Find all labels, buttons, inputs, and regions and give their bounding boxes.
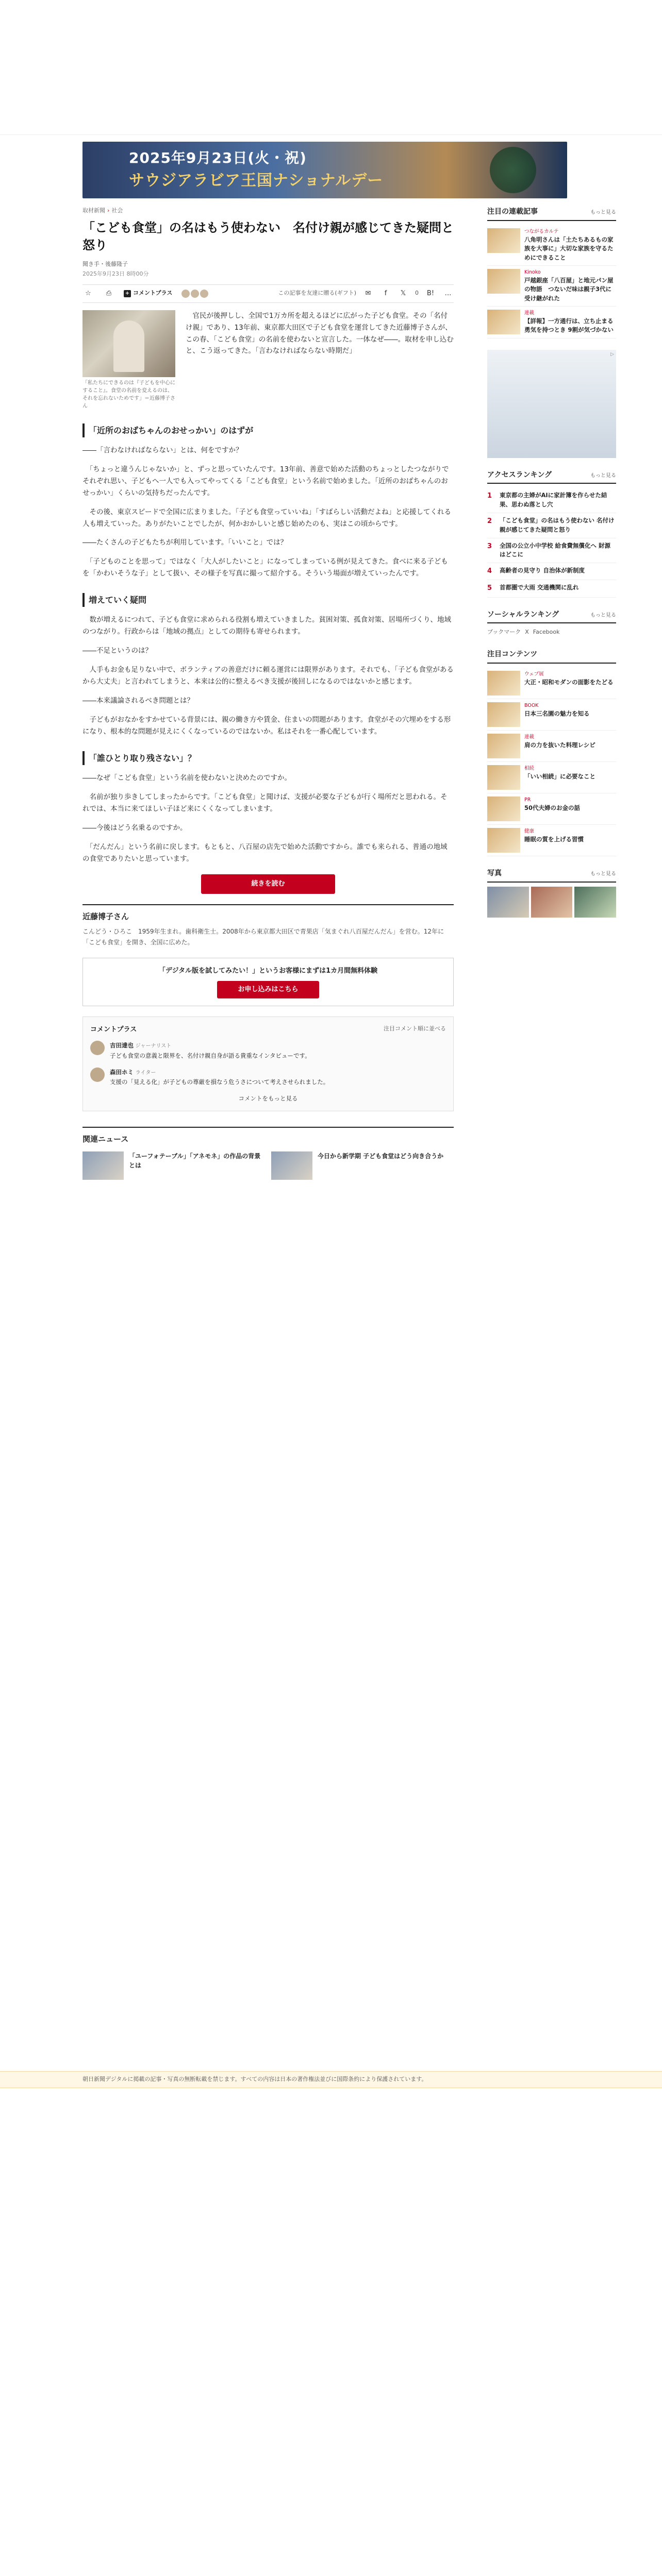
feature-item[interactable]: 連載 肩の力を抜いた料理レシピ: [487, 731, 616, 762]
author-name: 近藤博子さん: [82, 911, 129, 921]
paragraph: 「子どものことを思って」ではなく「大人がしたいこと」になってしまっている例が見えてきた。食べに来る子どもを「かわいそうな子」として扱い、その様子を写真に撮って紹介する。そういう場面が増えていったんです。: [82, 557, 448, 578]
comment-section: [82, 1016, 454, 1111]
paragraph: 「だんだん」という名前に戻します。もともと、八百屋の店先で始めた活動ですから。誰でも来られる、普通の地域の食堂でありたいと思っています。: [82, 842, 448, 863]
feature-thumbnail: [487, 671, 520, 696]
paragraph: ――なぜ「こども食堂」という名前を使わないと決めたのですか。: [82, 774, 291, 783]
author-bio: こんどう・ひろこ 1959年生まれ。歯科衛生士。2008年から東京都大田区で青果店「気まぐれ八百屋だんだん」を営む。12年に「こども食堂」を開き、全国に広めた。: [82, 928, 444, 946]
feature-thumbnail: [487, 765, 520, 790]
hatena-icon[interactable]: B!: [426, 289, 435, 297]
related-thumbnail: [271, 1151, 312, 1180]
ranking-item[interactable]: 1 東京都の主婦がAIに家計簿を作らせた結果、思わぬ落とし穴: [487, 488, 616, 513]
ad-banner[interactable]: [82, 142, 567, 198]
lead-image: [82, 310, 175, 377]
paragraph: ――今後はどう名乗るのですか。: [82, 823, 187, 832]
subscribe-box: [82, 958, 454, 1006]
ranking-item[interactable]: 3 全国の公立小中学校 給食費無償化へ 財源はどこに: [487, 538, 616, 564]
featured-content: [487, 649, 616, 856]
section-heading: 増えていく疑問: [82, 593, 454, 607]
paragraph: ――不足というのは？: [82, 647, 152, 655]
social-title: ソーシャルランキング: [487, 610, 559, 619]
attention-item[interactable]: 連載 【詳報】一方通行は、立ち止まる勇気を持つとき 9割が気づかない: [487, 307, 616, 338]
comment-item: [90, 1041, 446, 1061]
share-row: [82, 284, 454, 303]
ranking-title: アクセスランキング: [487, 470, 552, 479]
ranking-item[interactable]: 5 首都圏で大雨 交通機関に乱れ: [487, 580, 616, 597]
social-tab[interactable]: Facebook: [533, 629, 560, 636]
comment-sort-link[interactable]: 注目コメント順に並べる: [384, 1025, 446, 1032]
author-box: [82, 904, 454, 947]
ad-line2: サウジアラビア王国ナショナルデー: [129, 171, 384, 190]
breadcrumb-item[interactable]: 取材新聞: [82, 207, 105, 214]
paragraph: ――本来議論されるべき問題とは？: [82, 697, 194, 705]
paragraph: ――たくさんの子どもたちが利用しています。「いいこと」では？: [82, 538, 288, 547]
feature-item[interactable]: PR 50代夫婦のお金の話: [487, 793, 616, 825]
paragraph: 数が増えるにつれて、子ども食堂に求められる役割も増えていきました。貧困対策、孤食対策、居場所づくり、地域のつながり。行政からは「地域の拠点」としての期待も寄せられます。: [82, 616, 451, 636]
lead-paragraph: 官民が後押しし、全国で1万カ所を超えるほどに広がった子ども食堂。その「名付け親」であり、13年前、東京都大田区で子ども食堂を運営してきた近藤博子さんが、この春、「こども食堂」の名前を使わないと宣言した。一体なぜ――。取材を申し込むと、こう返ってきた。「言わなければならない時期だ」: [186, 311, 454, 355]
ad-line1: 2025年9月23日(火・祝): [129, 149, 307, 166]
breadcrumb: 取材新聞 › 社会: [82, 207, 123, 214]
access-ranking: [487, 469, 616, 598]
feature-item[interactable]: 健康 睡眠の質を上げる習慣: [487, 825, 616, 856]
features-title: 注目コンテンツ: [487, 650, 538, 658]
paragraph: 名前が独り歩きしてしまったからです。「こども食堂」と聞けば、支援が必要な子どもが行く場所だと思われる。それでは、本当に来てほしい子ほど来にくくなってしまいます。: [82, 793, 448, 814]
read-more-button[interactable]: 続きを読む: [201, 874, 335, 894]
avatar[interactable]: [90, 1067, 105, 1082]
rank-number: 1: [487, 492, 492, 500]
commenter-name[interactable]: 森田ホミ: [110, 1068, 134, 1076]
attention-item[interactable]: つながるカルテ 八角明さんは「土たちあるもの家族を大事に」大切な家族を守るためにできること: [487, 225, 616, 266]
mail-icon[interactable]: ✉: [365, 289, 371, 297]
social-tab[interactable]: ブックマーク: [487, 629, 521, 636]
comment-heading: コメントプラス: [90, 1026, 137, 1034]
rank-number: 5: [487, 584, 492, 592]
x-icon[interactable]: 𝕏: [400, 289, 406, 297]
more-share-icon[interactable]: …: [444, 289, 452, 297]
rank-number: 2: [487, 517, 492, 525]
attention-title: 注目の連載記事: [487, 208, 538, 216]
feature-thumbnail: [487, 734, 520, 758]
paragraph: 子どもがおなかをすかせている背景には、親の働き方や賃金、住まいの問題があります。食堂がその穴埋めをする形になり、根本的な問題が見えにくくなっているのではないか。私はそれを一番心配しています。: [82, 716, 451, 736]
photos-more-link[interactable]: もっと見る: [590, 871, 616, 877]
related-item[interactable]: 「ユーフォテーブル」「アネモネ」の作品の背景とは: [82, 1151, 265, 1180]
ranking-item[interactable]: 2 「こども食堂」の名はもう使わない 名付け親が感じてきた疑問と怒り: [487, 513, 616, 538]
commenter-role: ジャーナリスト: [135, 1043, 172, 1049]
byline: 聞き手・後藤隆子: [82, 261, 128, 268]
paragraph: その後、東京スピードで全国に広まりました。「子ども食堂っていいね」「すばらしい活動だよね」と応援してくれる人も増えていった。ありがたいことでしたが、何かおかしいと感じ始めたのも、実はこの頃からです。: [82, 507, 451, 528]
commenter-name[interactable]: 吉田達也: [110, 1042, 134, 1049]
ranking-item[interactable]: 4 高齢者の見守り 自治体が新制度: [487, 563, 616, 580]
share-count: 0: [415, 290, 419, 297]
feature-item[interactable]: ウェブ展 大正・昭和モダンの面影をたどる: [487, 668, 616, 699]
paragraph: 人手もお金も足りない中で、ボランティアの善意だけに頼る運営には限界があります。それでも、「子ども食堂があるから大丈夫」と言われてしまうと、本来は公的に整えるべき支援が後回しになるのではないかと感じます。: [82, 666, 454, 686]
attention-thumbnail: [487, 228, 520, 253]
gift-text[interactable]: この記事を友達に贈る(ギフト): [278, 290, 356, 297]
feature-item[interactable]: 相続 「いい相続」に必要なこと: [487, 762, 616, 793]
avatar[interactable]: [90, 1041, 105, 1055]
social-tab[interactable]: X: [525, 629, 529, 636]
comment-plus-button[interactable]: + コメントプラス: [124, 289, 172, 298]
feature-item[interactable]: BOOK 日本三名園の魅力を知る: [487, 699, 616, 731]
ad-label-icon: ▷: [610, 351, 614, 357]
article-title: 「こども食堂」の名はもう使わない 名付け親が感じてきた疑問と怒り: [82, 220, 454, 253]
copyright-notice: 朝日新聞デジタルに掲載の記事・写真の無断転載を禁じます。すべての内容は日本の著作権法並びに国際条約により保護されています。: [0, 2071, 662, 2088]
lead-photo[interactable]: [82, 310, 175, 410]
rank-number: 4: [487, 567, 492, 575]
social-ranking: [487, 609, 616, 637]
subscribe-title: 「デジタル版を試してみたい！」というお客様にまずは1カ月間無料体験: [158, 967, 378, 975]
related-thumbnail: [82, 1151, 124, 1180]
related-news: [82, 1127, 454, 1180]
attention-thumbnail: [487, 269, 520, 294]
publish-date: 2025年9月23日 8時00分: [82, 270, 149, 277]
facebook-icon[interactable]: f: [384, 289, 387, 297]
photo-section: [487, 868, 616, 918]
breadcrumb-item[interactable]: 社会: [111, 207, 123, 214]
social-more-link[interactable]: もっと見る: [590, 612, 616, 618]
section-heading: 「近所のおばちゃんのおせっかい」のはずが: [82, 423, 454, 437]
photos-title: 写真: [487, 869, 502, 877]
attention-item[interactable]: Kinoko 戸越銀座「八百屋」と地元パン屋の物語 つないだ味は親子3代に受け継がれた: [487, 266, 616, 307]
attention-series: [487, 206, 616, 338]
paragraph: ――「言わなければならない」とは、何をですか？: [82, 446, 243, 454]
related-heading: 関連ニュース: [82, 1134, 129, 1144]
commenter-avatars: [181, 290, 208, 298]
print-icon[interactable]: ⎙: [106, 289, 112, 297]
sidebar: [487, 206, 616, 929]
ranking-more-link[interactable]: もっと見る: [590, 472, 616, 479]
attention-more-link[interactable]: もっと見る: [590, 210, 616, 215]
paragraph: 「ちょっと違うんじゃないか」と、ずっと思っていたんです。13年前、善意で始めた活動のちょっとしたつながりでそれぞれ思い、子どもへ一人でも入ってやってくる「こども食堂」という名前で始めました。「近所のおばちゃんのおせっかい」くらいの気持ちだったんです。: [82, 465, 449, 497]
attention-thumbnail: [487, 310, 520, 334]
related-item[interactable]: 今日から新学期 子ども食堂はどう向き合うか: [271, 1151, 454, 1180]
photo-strip[interactable]: [487, 887, 616, 918]
subscribe-button[interactable]: お申し込みはこちら: [217, 981, 319, 998]
comment-text: 子ども食堂の意義と限界を、名付け親自身が語る貴重なインタビューです。: [110, 1052, 311, 1059]
comment-item: [90, 1067, 446, 1088]
article-body: [82, 423, 454, 865]
feature-thumbnail: [487, 828, 520, 853]
ad-emblem-icon: [490, 147, 536, 193]
feature-thumbnail: [487, 796, 520, 821]
photo-caption: 「私たちにできるのは『子どもを中心にすること』。食堂の名前を変えるのは、それを忘れないためです」＝近藤博子さん: [82, 380, 175, 409]
more-comments-link[interactable]: コメントをもっと見る: [238, 1094, 298, 1102]
comment-icon: +: [124, 290, 131, 297]
section-heading: 「誰ひとり取り残さない」？: [82, 751, 454, 765]
article-main: [82, 206, 454, 1180]
comment-text: 支援の「見える化」が子どもの尊厳を損なう危うさについて考えさせられました。: [110, 1078, 329, 1086]
article-lead: [82, 310, 454, 410]
rank-number: 3: [487, 542, 492, 550]
sidebar-ad[interactable]: [487, 350, 616, 458]
site-header: [0, 0, 662, 135]
feature-thumbnail: [487, 702, 520, 727]
bookmark-icon[interactable]: ☆: [85, 289, 91, 297]
commenter-role: ライター: [135, 1070, 156, 1076]
